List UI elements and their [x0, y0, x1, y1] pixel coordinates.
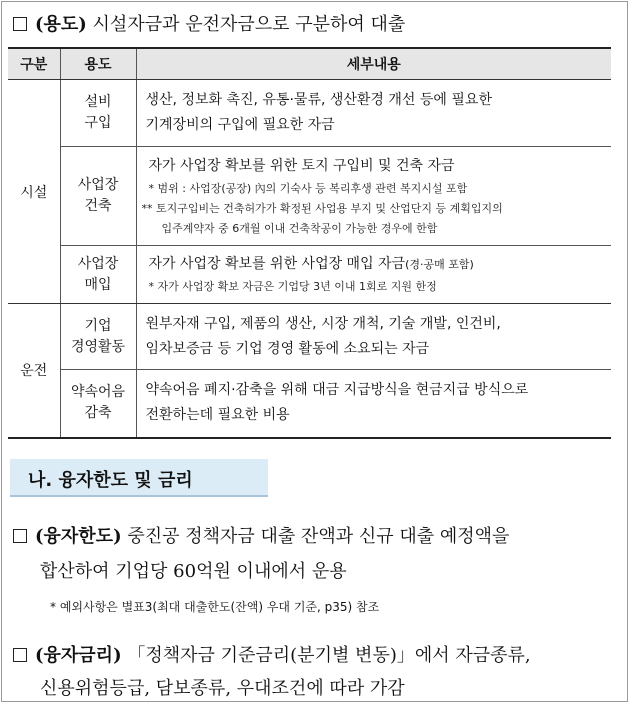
- header-use: 용도: [60, 48, 136, 80]
- use-line: 경영활동: [70, 338, 126, 355]
- detail-line: 기계장비의 구입에 필요한 자금: [145, 117, 335, 133]
- detail-note: * 범위 : 사업장(공장) 內의 기숙사 등 복리후생 관련 복지시설 포함: [148, 181, 468, 195]
- loan-limit-footnote: * 예외사항은 별표3(최대 대출한도(잔액) 우대 기준, p35) 참조: [50, 600, 380, 614]
- checkbox-square-icon: [13, 529, 27, 543]
- detail-cell: [136, 304, 611, 370]
- table-row: [8, 246, 611, 304]
- detail-line: 임차보증금 등 기업 경영 활동에 소요되는 자금: [145, 340, 430, 357]
- table-header-row: [8, 48, 611, 80]
- use-line: 설비: [84, 94, 112, 110]
- detail-note: ** 토지구입비는 건축허가가 확정된 사업용 부지 및 산업단지 등 계획입지의: [141, 201, 503, 215]
- checkbox-square-icon: [13, 17, 27, 31]
- table-row: [8, 304, 611, 370]
- use-line: 건축: [84, 198, 112, 214]
- loan-limit-line1: [13, 522, 509, 548]
- detail-line: 약속어음 폐지·감축을 위해 대금 지급방식을 현금지급 방식으로: [145, 382, 529, 399]
- detail-line: 생산, 정보화 촉진, 유통·물류, 생산환경 개선 등에 필요한: [145, 92, 492, 108]
- use-line: 약속어음: [70, 384, 126, 401]
- table-row: [8, 370, 611, 438]
- detail-line: 자가 사업장 확보를 위한 토지 구입비 및 건축 자금: [148, 157, 455, 174]
- use-cell: [60, 246, 136, 304]
- interest-rate-line2: 신용위험등급, 담보종류, 우대조건에 따라 가감: [40, 678, 405, 699]
- section-title: 나. 융자한도 및 금리: [28, 470, 193, 491]
- heading-use-label: (용도): [35, 14, 87, 35]
- loan-limit-line2: 합산하여 기업당 60억원 이내에서 운용: [40, 561, 347, 582]
- use-line: 기업: [84, 317, 112, 334]
- use-cell: [60, 304, 136, 370]
- detail-line: 원부자재 구입, 제품의 생산, 시장 개척, 기술 개발, 인건비,: [145, 315, 501, 332]
- detail-note: * 자가 사업장 확보 자금은 기업당 3년 이내 1회로 지원 한정: [148, 280, 437, 293]
- table-row: [8, 80, 611, 147]
- use-line: 구입: [84, 115, 112, 131]
- heading-use: [13, 10, 405, 36]
- loan-limit-label: (융자한도): [35, 526, 122, 547]
- interest-rate-text1: 「정책자금 기준금리(분기별 변동)」에서 자금종류,: [127, 645, 531, 666]
- use-line: 사업장: [77, 177, 119, 193]
- detail-main-text: 자가 사업장 확보를 위한 사업장 매입 자금: [148, 256, 406, 272]
- header-category: 구분: [8, 48, 60, 80]
- table-row: [8, 147, 611, 246]
- detail-suffix: (경·공매 포함): [405, 258, 474, 271]
- use-cell: [60, 80, 136, 147]
- detail-line: 전환하는데 필요한 비용: [145, 407, 290, 424]
- use-line: 감축: [84, 405, 112, 422]
- detail-cell: [136, 246, 611, 304]
- detail-cell: [136, 370, 611, 438]
- section-heading: [10, 459, 268, 497]
- loan-limit-text1: 중진공 정책자금 대출 잔액과 신규 대출 예정액을: [127, 526, 510, 547]
- group-facility: 시설: [8, 80, 60, 304]
- use-line: 매입: [84, 276, 112, 293]
- interest-rate-line1: [13, 641, 531, 667]
- use-cell: [60, 147, 136, 246]
- detail-line: [149, 252, 612, 277]
- detail-cell: [136, 147, 611, 246]
- detail-cell: [136, 80, 611, 147]
- interest-rate-label: (융자금리): [35, 645, 122, 666]
- use-table: [8, 47, 611, 439]
- use-line: 사업장: [77, 255, 119, 272]
- header-details: 세부내용: [136, 48, 611, 80]
- group-operating: 운전: [8, 304, 60, 438]
- use-cell: [60, 370, 136, 438]
- checkbox-square-icon: [13, 648, 27, 662]
- heading-use-text: 시설자금과 운전자금으로 구분하여 대출: [92, 14, 406, 35]
- detail-note: 입주계약자 중 6개월 이내 건축착공이 가능한 경우에 한함: [161, 221, 438, 235]
